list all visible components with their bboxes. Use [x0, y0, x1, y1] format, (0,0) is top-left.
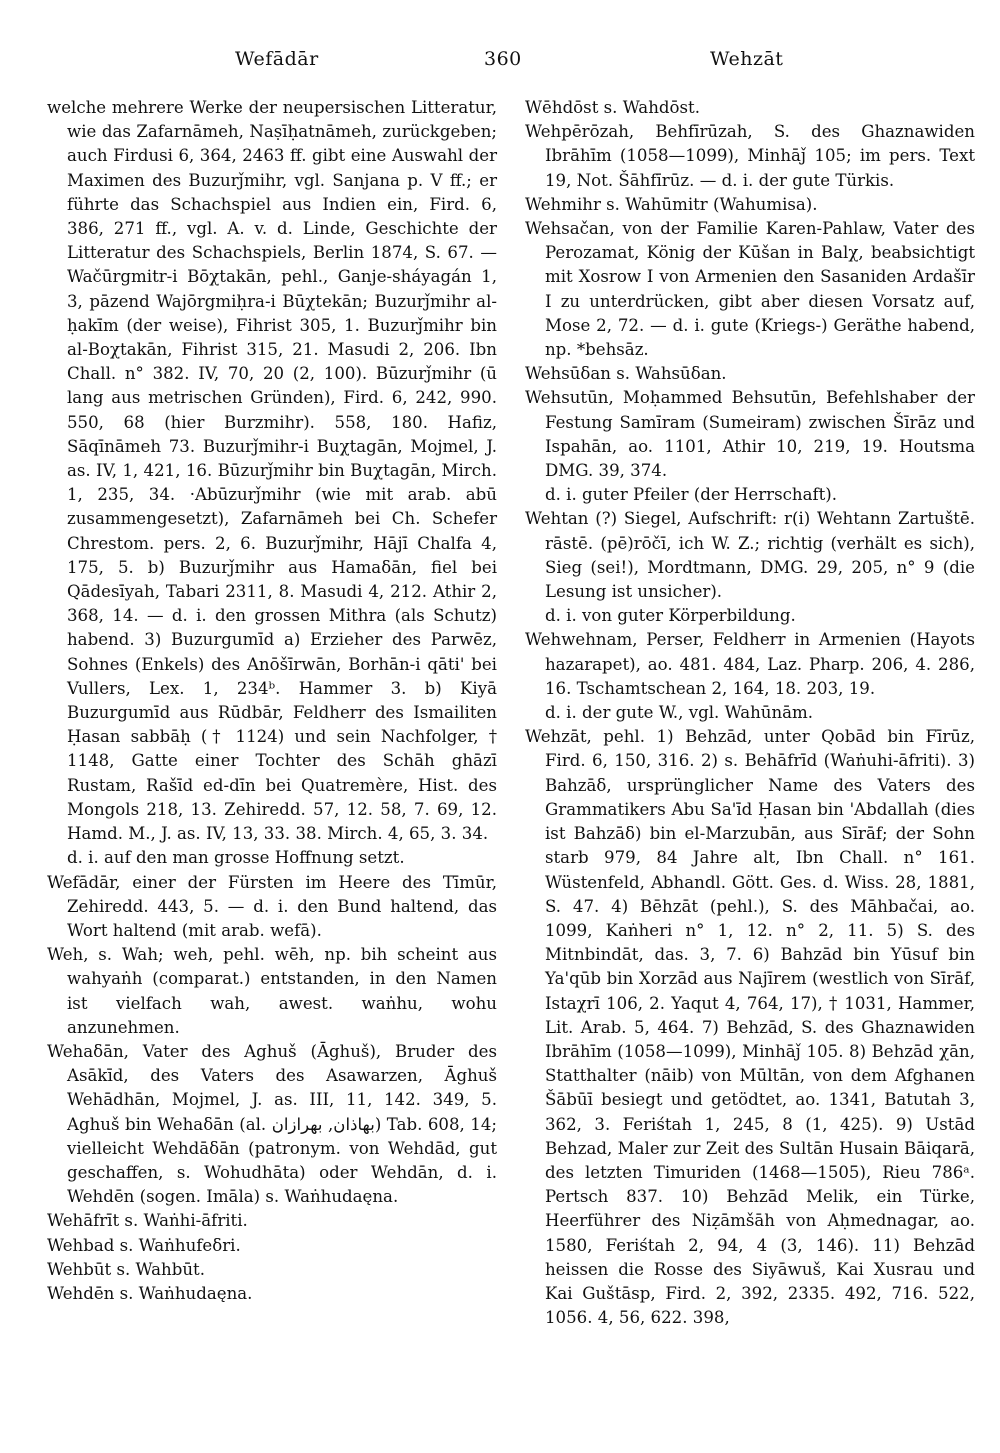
- right-column-entry: Wehzāt, pehl. 1) Behzād, unter Qobād bin Fīrūz, Fird. 6, 150, 316. 2) s. Behāfrīd (Waṅuhi-āfriti). 3) Bahzāδ, ursprünglicher Name des Vaters des Grammatikers Abu Sa'īd Ḥasan bin 'Abdallah (dies ist Bahzāδ) bin el-Marzubān, aus Sīrāf; der Sohn starb 979, 84 Jahre alt, Ibn Chall. n° 161. Wüstenfeld, Abhandl. Gött. Ges. d. Wiss. 28, 1881, S. 47. 4) Bēhzāt (pehl.), S. des Māhbačai, ao. 1099, Kaṅheri n° 1, 12. n° 2, 11. 5) S. des Mitnbindāt, das. 3, 7. 6) Bahzād bin Yūsuf bin Ya'qūb bin Xorzād aus Najīrem (westlich von Sīrāf, Istaχrī 106, 2. Yaqut 4, 764, 17), † 1031, Hammer, Lit. Arab. 5, 464. 7) Behzād, S. des Ghaznawiden Ibrāhīm (1058—1099), Minhāǰ 105. 8) Behzād χān, Statthalter (nāib) von Mūltān, von dem Afghanen Šābūī besiegt und getödtet, ao. 1341, Batutah 3, 362, 3. Feriśtah 1, 245, 8 (1, 425). 9) Ustād Behzad, Maler zur Zeit des Sultān Husain Bāiqarā, des letzten Timuriden (1468—1505), Rieu 786ᵃ. Pertsch 837. 10) Behzād Melik, ein Türke, Heerführer des Niẓāmšāh von Aḥmednagar, ao. 1580, Feriśtah 2, 94, 4 (3, 146). 11) Behzād heissen die Rosse des Siyāwuš, Kai Xusrau und Kai Guštāsp, Fird. 2, 392, 2335. 492, 716. 522, 1056. 4, 56, 622. 398,: [525, 727, 975, 1328]
- right-column-entry: Wehsūδan s. Wahsūδan.: [525, 364, 727, 384]
- left-column-entry: Weh, s. Wah; weh, pehl. wēh, np. bih scheint aus wahyaṅh (comparat.) entstanden, in den Namen ist vielfach wah, awest. waṅhu, wohu anzunehmen.: [47, 945, 497, 1037]
- right-column-meaning: d. i. der gute W., vgl. Wahūnām.: [545, 703, 814, 723]
- left-column-entry: Wefādār, einer der Fürsten im Heere des Tīmūr, Zehiredd. 443, 5. — d. i. den Bund haltend, das Wort haltend (mit arab. wefā).: [47, 872, 497, 940]
- right-column-entry: Wehpērōzah, Behfīrūzah, S. des Ghaznawiden Ibrāhīm (1058—1099), Minhāǰ 105; im pers. Text 19, Not. Šāhfīrūz. — d. i. der gute Türkis.: [525, 122, 975, 190]
- right-column-entry: Wehtan (?) Siegel, Aufschrift: r(i) Wehtann Zartuštē. rāstē. (pē)rōčī, ich W. Z.; richtig (verhält es sich), Sieg (sei!), Mordtmann, DMG. 29, 205, n° 9 (die Lesung ist unsicher).: [525, 509, 975, 602]
- left-column-entry: Wehbūt s. Wahbūt.: [47, 1259, 205, 1279]
- left-column-entry: Wehdēn s. Waṅhudaęna.: [47, 1283, 253, 1303]
- right-column: [525, 96, 975, 1330]
- right-column-entry: Wehsutūn, Moḥammed Behsutūn, Befehlshaber der Festung Samīram (Sumeiram) zwischen Šīrāz und Ispahān, ao. 1101, Athir 10, 219, 19. Houtsma DMG. 39, 374.: [525, 388, 975, 481]
- running-head-right: Wehzāt: [710, 48, 784, 70]
- right-column-entry: Wēhdōst s. Wahdōst.: [525, 98, 700, 117]
- page-number: 360: [484, 48, 522, 70]
- right-column-entry: Wehsačan, von der Familie Karen-Pahlaw, Vater des Perozamat, König der Kūšan in Balχ, beabsichtigt mit Xosrow I von Armenien den Sasaniden Ardašīr I zu unterdrücken, gibt aber diesen Vorsatz auf, Mose 2, 72. — d. i. gute (Kriegs-) Geräthe habend, np. *behsāz.: [525, 219, 975, 360]
- running-head-left: Wefādār: [235, 48, 319, 70]
- left-column-meaning: d. i. auf den man grosse Hoffnung setzt.: [67, 848, 405, 868]
- left-column-entry: welche mehrere Werke der neupersischen Litteratur, wie das Zafarnāmeh, Naṣīḥatnāmeh, zurückgeben; auch Firdusi 6, 364, 2463 ff. gibt eine Auswahl der Maximen des Buzurǰmihr, vgl. Sanjana p. V ff.; er führte das Schachspiel aus Indien ein, Fird. 6, 386, 271 ff., vgl. A. v. d. Linde, Geschichte der Litteratur des Schachspiels, Berlin 1874, S. 67. — Wačūrgmitr-i Bōχtakān, pehl., Ganje-sháyagán 1, 3, pāzend Wajōrgmiḥra-i Būχtekān; Buzurǰmihr al-ḥakīm (der weise), Fihrist 305, 1. Buzurǰmihr bin al-Boχtakān, Fihrist 315, 21. Masudi 2, 206. Ibn Chall. n° 382. IV, 70, 20 (2, 100). Būzurǰmihr (ū lang aus metrischen Gründen), Fird. 6, 242, 990. 550, 68 (hier Burzmihr). 558, 180. Hafiz, Sāqīnāmeh 73. Buzurǰmihr-i Buχtagān, Mojmel, J. as. IV, 1, 421, 16. Būzurǰmihr bin Buχtagān, Mirch. 1, 235, 34. ·Abūzurǰmihr (wie mit arab. abū zusammengesetzt), Zafarnāmeh bei Ch. Schefer Chrestom. pers. 2, 6. Buzurǰmihr, Hājī Chalfa 4, 175, 5. b) Buzurǰmihr aus Hamaδān, fiel bei Qādesīyah, Tabari 2311, 8. Masudi 4, 212. Athir 2, 368, 14. — d. i. den grossen Mithra (als Schutz) habend. 3) Buzurgumīd a) Erzieher des Parwēz, Sohnes (Enkels) des Anōšīrwān, Borhān-i qāti' bei Vullers, Lex. 1, 234ᵇ. Hammer 3. b) Kiyā Buzurgumīd aus Rūdbār, Feldherr des Ismailiten Ḥasan sabbāḥ († 1124) und sein Nachfolger, † 1148, Gatte einer Tochter des Schāh ghāzī Rustam, Rašīd ed-dīn bei Quatremère, Hist. des Mongols 218, 13. Zehiredd. 57, 12. 58, 7. 69, 12. Hamd. M., J. as. IV, 13, 33. 38. Mirch. 4, 65, 3. 34.: [47, 98, 497, 844]
- right-column-entry: Wehwehnam, Perser, Feldherr in Armenien (Hayots hazarapet), ao. 481. 484, Laz. Pharp. 206, 4. 286, 16. Tschamtschean 2, 164, 18. 203, 19.: [525, 630, 975, 698]
- left-column-entry: Wehaδān, Vater des Aghuš (Āghuš), Bruder des Asākīd, des Vaters des Asawarzen, Āghuš Wehādhān, Mojmel, J. as. III, 11, 142. 349, 5. Aghuš bin Wehaδān (al. بهاذان, بهرازان) Tab. 608, 14; vielleicht Wehdāδān (patronym. von Wehdād, gut geschaffen, s. Wohudhāta) oder Wehdān, d. i. Wehdēn (sogen. Imāla) s. Waṅhudaęna.: [47, 1041, 497, 1207]
- right-column-meaning: d. i. guter Pfeiler (der Herrschaft).: [545, 485, 838, 505]
- left-column: [47, 96, 497, 1306]
- right-column-meaning: d. i. von guter Körperbildung.: [545, 606, 796, 626]
- left-column-entry: Wehbad s. Waṅhufeδri.: [47, 1235, 241, 1255]
- left-column-entry: Wehāfrīt s. Waṅhi-āfriti.: [47, 1211, 248, 1231]
- right-column-entry: Wehmihr s. Wahūmitr (Wahumisa).: [525, 194, 818, 214]
